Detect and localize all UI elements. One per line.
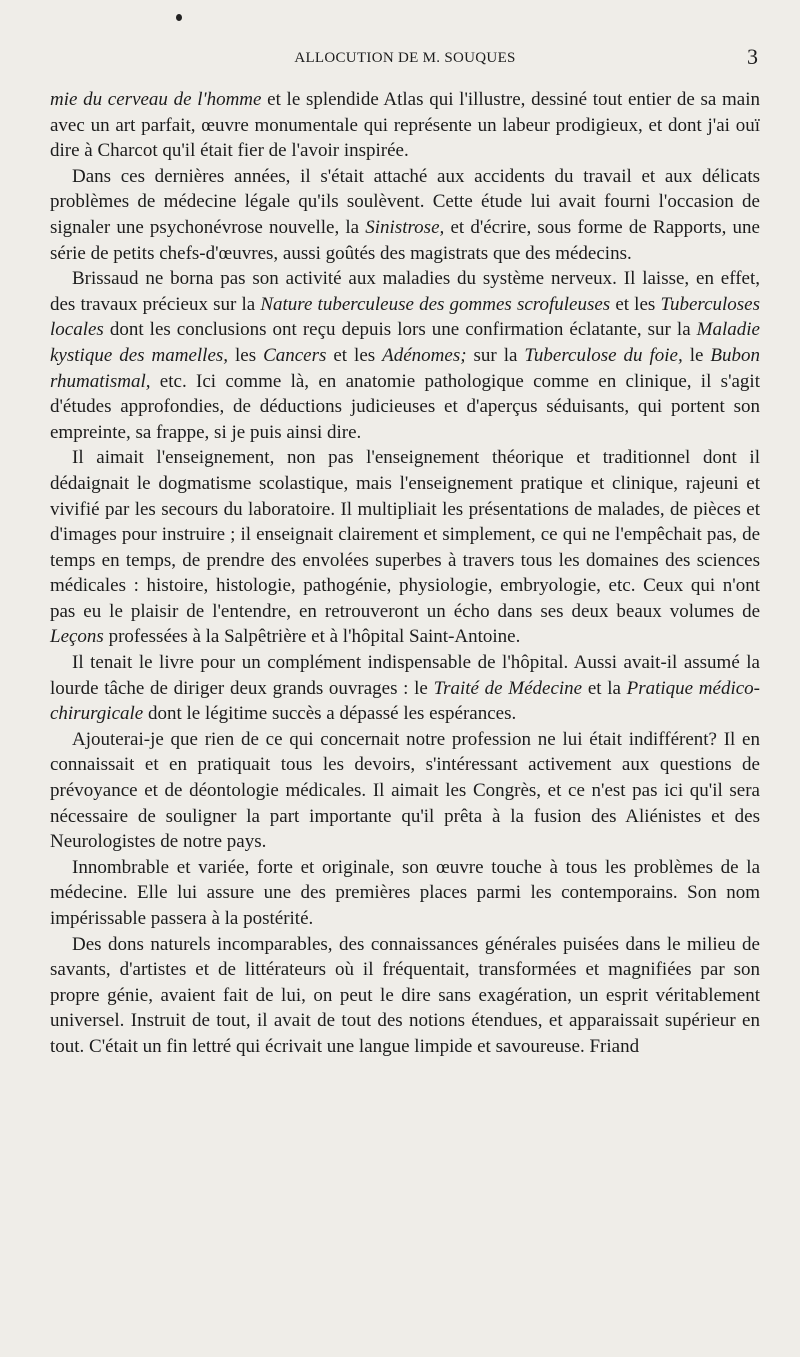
italic-title: Adénomes;: [382, 344, 467, 366]
text-run: les: [228, 344, 264, 366]
italic-title: Bubon rhumatismal,: [50, 344, 761, 392]
text-run: Ajouterai-je que rien de ce qui concernait notre profession ne lui était indifférent? Il en connaissait et en pratiquait tous les devoirs, s'intéressant activement aux questions de prévoyance et de déontologie médicales. Il aimait les Congrès, et ce n'est pas ici qu'il sera nécessaire de souligner la part importante qu'il prêta à la fusion des Aliénistes et des Neurologistes de notre pays.: [50, 728, 760, 853]
text-run: et les: [610, 293, 661, 315]
text-run: et d'écrire, sous forme de Rapports, une série de petits chefs-d'œuvres, aussi goûtés des magistrats que des médecins.: [50, 216, 760, 264]
text-run: et le splendide Atlas qui l'illustre, dessiné tout entier de sa main avec un art parfait, œuvre monumentale qui représente un labeur prodigieux, et dont j'ai ouï dire à Charcot qu'il était fier de l'avoir inspirée.: [50, 89, 760, 162]
text-run: etc. Ici comme là, en anatomie pathologique comme en clinique, il s'agit d'études approfondies, de déductions judicieuses et d'aperçus séduisants, qui portent son empreinte, sa frappe, si je puis ainsi dire.: [50, 370, 760, 443]
body-text: [50, 87, 760, 1060]
text-run: le: [682, 344, 711, 366]
text-run: Innombrable et variée, forte et originale, son œuvre touche à tous les problèmes de la médecine. Elle lui assure une des premières places parmi les contemporains. Son nom impérissable passera à la postérité.: [50, 856, 760, 929]
text-run: dont le légitime succès a dépassé les espérances.: [143, 703, 517, 725]
page-header: [50, 44, 760, 74]
paragraph: [50, 932, 760, 1060]
running-title: ALLOCUTION DE M. SOUQUES: [294, 50, 516, 66]
italic-title: Leçons: [50, 626, 104, 648]
italic-title: Tuberculose du foie,: [524, 344, 683, 366]
text-run: Des dons naturels incomparables, des connaissances générales puisées dans le milieu de savants, d'artistes et de littérateurs où il fréquentait, transformées et magnifiées par son propre génie, avaient fait de lui, on peut le dire sans exagération, un esprit véritablement universel. Instruit de tout, il avait de tout des notions étendues, et apparaissait supérieur en tout. C'était un fin lettré qui écrivait une langue limpide et savoureuse. Friand: [50, 933, 760, 1057]
text-run: Il tenait le livre pour un complément indispensable de l'hôpital. Aussi avait-il assumé la lourde tâche de diriger deux grands ouvrages : le: [50, 652, 760, 699]
italic-title: Pratique médico-chirurgicale: [50, 677, 760, 725]
ink-speck: [176, 14, 182, 21]
italic-title: Tuberculoses locales: [50, 293, 761, 341]
paragraph: [50, 87, 760, 164]
text-run: Brissaud ne borna pas son activité aux maladies du système nerveux. Il laisse, en effet, des travaux précieux sur la: [50, 268, 760, 315]
italic-title: Maladie kystique des mamelles,: [50, 319, 760, 366]
italic-title: Nature tuberculeuse des gommes scrofuleuses: [260, 293, 611, 315]
text-run: dont les conclusions ont reçu depuis lors une confirmation éclatante, sur la: [103, 319, 697, 341]
page-number: 3: [747, 44, 758, 69]
italic-title: mie du cerveau de l'homme: [50, 89, 262, 110]
paragraph: [50, 650, 760, 727]
text-run: sur la: [466, 344, 525, 366]
paragraph: [50, 266, 760, 445]
text-run: et la: [582, 677, 627, 699]
paragraph: [50, 855, 760, 932]
paragraph: [50, 445, 760, 650]
text-run: et les: [326, 344, 383, 366]
italic-title: Cancers: [263, 344, 327, 366]
italic-title: Sinistrose,: [365, 216, 445, 238]
text-run: professées à la Salpêtrière et à l'hôpital Saint-Antoine.: [103, 626, 521, 648]
italic-title: Traité de Médecine: [433, 677, 583, 699]
text-run: Il aimait l'enseignement, non pas l'enseignement théorique et traditionnel dont il dédaignait le dogmatisme scolastique, mais l'enseignement pratique et clinique, rajeuni et vivifié par les secours du laboratoire. Il multipliait les présentations de malades, de pièces et d'images pour instruire ; il enseignait clairement et simplement, ce qui ne l'empêchait pas, de temps en temps, de prendre des envolées superbes à travers tous les domaines des sciences médicales : histoire, histologie, pathogénie, physiologie, embryologie, etc. Ceux qui n'ont pas eu le plaisir de l'entendre, en retrouveront un écho dans ses deux beaux volumes de: [50, 447, 760, 622]
text-run: Dans ces dernières années, il s'était attaché aux accidents du travail et aux délicats problèmes de médecine légale qu'ils soulèvent. Cette étude lui avait fourni l'occasion de signaler une psychonévrose nouvelle, la: [50, 165, 760, 238]
paragraph: [50, 727, 760, 855]
paragraph: [50, 164, 760, 266]
